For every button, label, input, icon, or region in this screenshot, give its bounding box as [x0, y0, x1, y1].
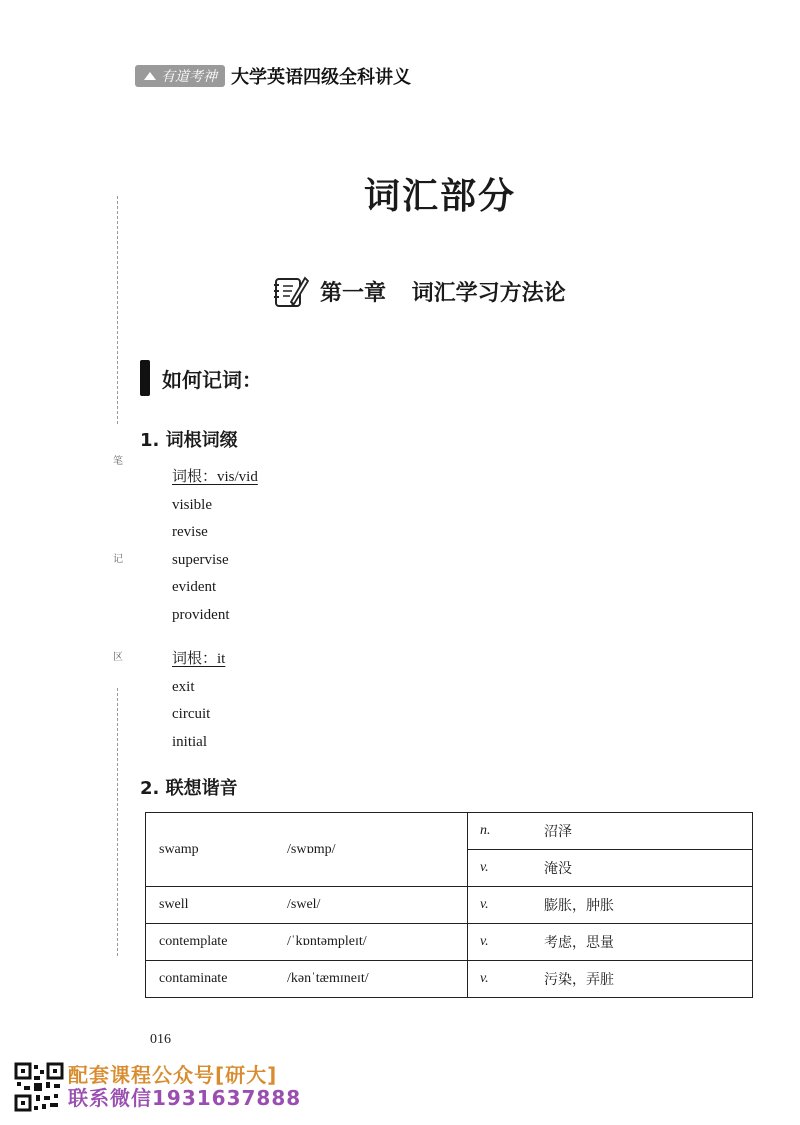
section-title: 如何记词：: [162, 367, 262, 392]
pos-cell: v.: [468, 887, 525, 924]
section-marker: [140, 360, 150, 396]
word-cell: contemplate: [146, 924, 280, 961]
word-cell: contaminate: [146, 961, 280, 998]
side-note-char-1: 笔: [113, 456, 123, 467]
phonetic-cell: /kənˈtæmɪneɪt/: [279, 961, 468, 998]
root-group-vis: [172, 464, 258, 629]
example-word: circuit: [172, 706, 211, 722]
meaning-cell: 污染，弄脏: [524, 961, 753, 998]
phonetic-cell: /swel/: [279, 887, 468, 924]
subsection-heading-roots: 1. 词根词缀: [140, 430, 238, 451]
vocabulary-table: [145, 812, 753, 998]
book-title: 大学英语四级全科讲义: [231, 67, 411, 88]
root-group-it: [172, 646, 225, 756]
section-heading: [140, 360, 262, 396]
pos-cell: v.: [468, 850, 525, 887]
root-label: 词根：vis/vid: [172, 469, 258, 485]
phonetic-cell: /ˈkɒntəmpleɪt/: [279, 924, 468, 961]
promo-text: [68, 1064, 301, 1110]
meaning-cell: 考虑，思量: [524, 924, 753, 961]
notebook-pen-icon: [272, 272, 310, 310]
word-cell: swell: [146, 887, 280, 924]
side-divider-bottom: [117, 688, 118, 956]
page-number: 016: [150, 1032, 171, 1047]
word-cell: swamp: [146, 813, 280, 887]
table-row: [146, 924, 753, 961]
example-word: provident: [172, 606, 230, 623]
promo-line-1: 配套课程公众号[研大]: [68, 1063, 278, 1087]
meaning-cell: 淹没: [524, 850, 753, 887]
example-word: evident: [172, 579, 217, 595]
book-icon: [143, 69, 157, 83]
brand-badge: [135, 65, 225, 87]
subsection-heading-association: 2. 联想谐音: [140, 778, 238, 799]
pos-cell: v.: [468, 961, 525, 998]
page-header: [135, 64, 411, 88]
brand-name: 有道考神: [161, 69, 217, 85]
chapter-title: 第一章 词汇学习方法论: [320, 280, 566, 306]
example-word: initial: [172, 733, 207, 750]
side-note-char-2: 记: [113, 554, 123, 565]
side-note-char-3: 区: [113, 652, 123, 663]
example-word: revise: [172, 524, 208, 540]
chapter-heading: [272, 272, 566, 310]
example-word: exit: [172, 678, 195, 695]
table-row: [146, 887, 753, 924]
meaning-cell: 膨胀，肿胀: [524, 887, 753, 924]
root-label: 词根：it: [172, 651, 226, 667]
main-title: 词汇部分: [363, 176, 516, 217]
meaning-cell: 沼泽: [524, 813, 753, 850]
pos-cell: v.: [468, 924, 525, 961]
table-row: [146, 813, 753, 850]
example-word: supervise: [172, 551, 229, 568]
side-divider-top: [117, 196, 118, 424]
pos-cell: n.: [468, 813, 525, 850]
promo-line-2: 联系微信1931637888: [68, 1086, 302, 1110]
table-row: [146, 961, 753, 998]
qr-code-icon: [14, 1062, 64, 1112]
example-word: visible: [172, 496, 212, 513]
phonetic-cell: /swɒmp/: [279, 813, 468, 887]
